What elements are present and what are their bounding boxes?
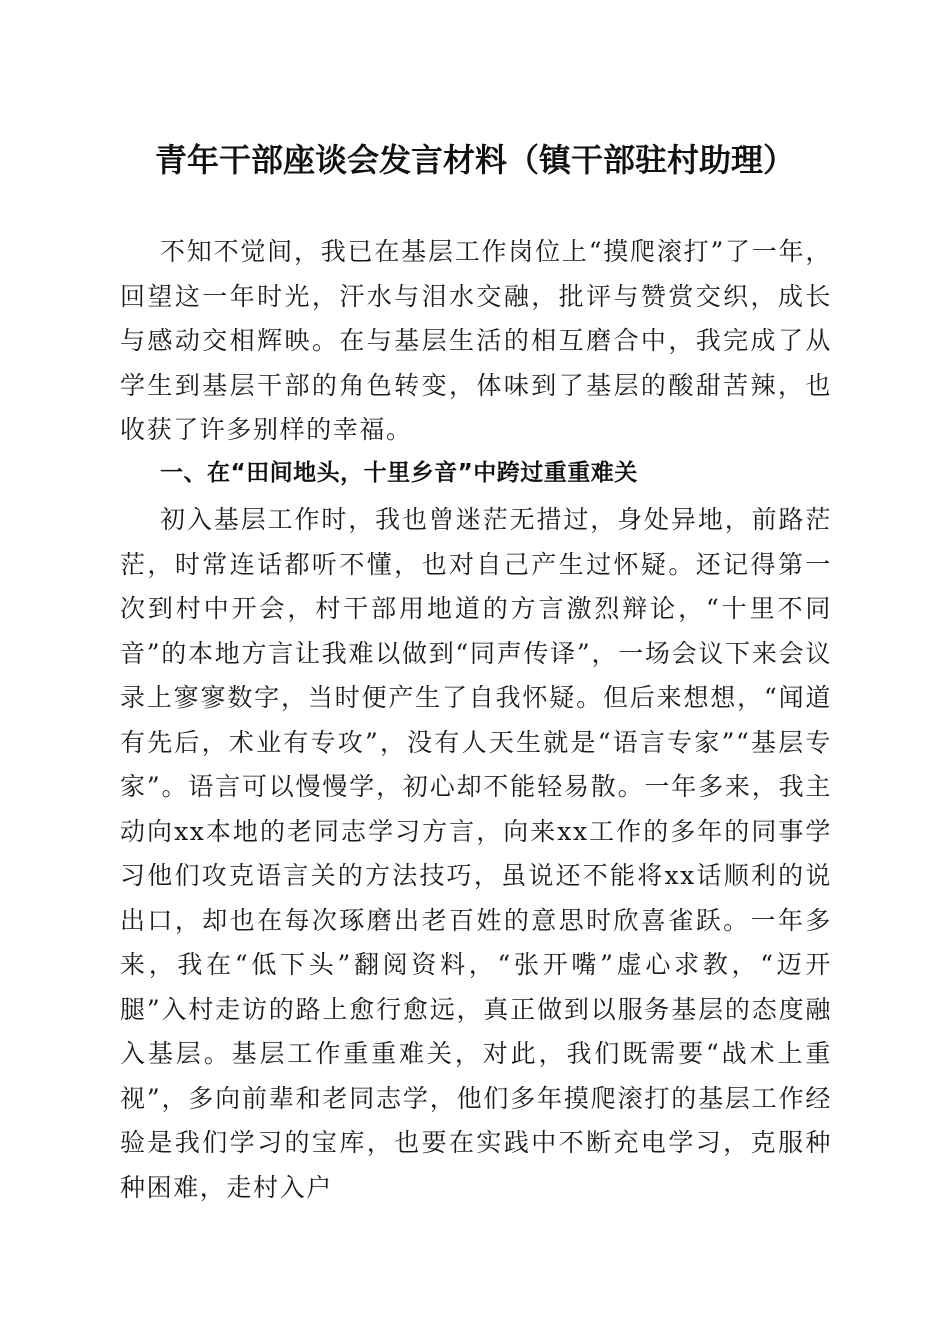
intro-paragraph: 不知不觉间，我已在基层工作岗位上“摸爬滚打”了一年，回望这一年时光，汗水与泪水交融，批评与赞赏交织，成长与感动交相辉映。在与基层生活的相互磨合中，我完成了从学生到基层干部的角色转变，体味到了基层的酸甜苦辣，也收获了许多别样的幸福。: [120, 237, 832, 444]
section-heading-1: 一、在“田间地头，十里乡音”中跨过重重难关: [160, 460, 638, 486]
document-title: 青年干部座谈会发言材料（镇干部驻村助理）: [154, 141, 795, 179]
section-paragraph-1: 初入基层工作时，我也曾迷茫无措过，身处异地，前路茫茫，时常连话都听不懂，也对自己产生过怀疑。还记得第一次到村中开会，村干部用地道的方言激烈辩论，“十里不同音”的本地方言让我难以做到“同声传译”，一场会议下来会议录上寥寥数字，当时便产生了自我怀疑。但后来想想，“闻道有先后，术业有专攻”，没有人天生就是“语言专家”“基层专家”。语言可以慢慢学，初心却不能轻易散。一年多来，我主动向xx本地的老同志学习方言，向来xx工作的多年的同事学习他们攻克语言关的方法技巧，虽说还不能将xx话顺利的说出口，却也在每次琢磨出老百姓的意思时欣喜雀跃。一年多来，我在“低下头”翻阅资料，“张开嘴”虚心求教，“迈开腿”入村走访的路上愈行愈远，真正做到以服务基层的态度融入基层。基层工作重重难关，对此，我们既需要“战术上重视”，多向前辈和老同志学，他们多年摸爬滚打的基层工作经验是我们学习的宝库，也要在实践中不断充电学习，克服种种困难，走村入户: [120, 505, 832, 1202]
